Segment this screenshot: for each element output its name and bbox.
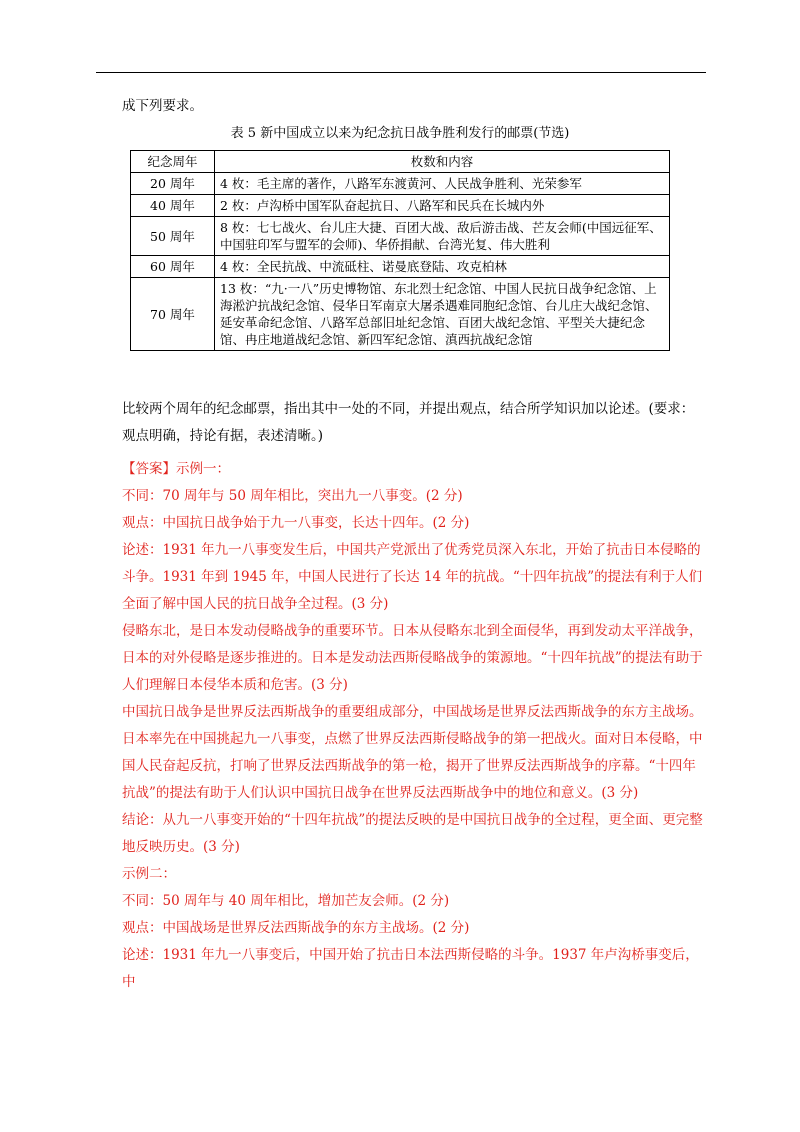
answer-paragraph: 不同：70 周年与 50 周年相比，突出九一八事变。(2 分)	[122, 488, 463, 504]
row-year: 40 周年	[131, 195, 215, 217]
answer-paragraph: 结论：从九一八事变开始的“十四年抗战”的提法反映的是中国抗日战争的全过程，更全面、更完整地反映历史。(3 分)	[122, 812, 703, 855]
answer-paragraph: 不同：50 周年与 40 周年相比，增加芒友会师。(2 分)	[122, 893, 450, 909]
table-caption: 表 5 新中国成立以来为纪念抗日战争胜利发行的邮票(节选)	[230, 126, 570, 141]
answer-paragraph: 观点：中国战场是世界反法西斯战争的东方主战场。(2 分)	[122, 920, 470, 936]
row-year: 60 周年	[131, 256, 215, 278]
answer-paragraph: 论述：1931 年九一八事变后，中国开始了抗击日本法西斯侵略的斗争。1937 年卢沟桥事变后，中	[122, 947, 699, 990]
answer-paragraph: 侵略东北，是日本发动侵略战争的重要环节。日本从侵略东北到全面侵华，再到发动太平洋战争，日本的对外侵略是逐步推进的。日本是发动法西斯侵略战争的策源地。“十四年抗战”的提法有助于人们理解日本侵华本质和危害。(3 分)	[122, 623, 703, 693]
row-content: 2 枚：卢沟桥中国军队奋起抗日、八路军和民兵在长城内外	[215, 195, 670, 217]
answer-paragraph: 示例二：	[122, 866, 176, 882]
row-year: 20 周年	[131, 173, 215, 195]
header-year: 纪念周年	[131, 151, 215, 173]
answer-label: 【答案】示例一：	[122, 461, 230, 477]
row-content: 13 枚：“九·一八”历史博物馆、东北烈士纪念馆、中国人民抗日战争纪念馆、上海淞沪抗战纪念馆、侵华日军南京大屠杀遇难同胞纪念馆、台儿庄大战纪念馆、延安革命纪念馆、八路军总部旧址纪念馆、百团大战纪念馆、平型关大捷纪念馆、冉庄地道战纪念馆、新四军纪念馆、滇西抗战纪念馆	[215, 278, 670, 351]
table-row	[131, 278, 670, 351]
question-text: 比较两个周年的纪念邮票，指出其中一处的不同，并提出观点，结合所学知识加以论述。(要求：观点明确，持论有据，表述清晰。)	[122, 401, 695, 444]
answer-paragraph: 观点：中国抗日战争始于九一八事变，长达十四年。(2 分)	[122, 515, 470, 531]
header-rule	[96, 72, 706, 73]
table-row	[131, 256, 670, 278]
answer-paragraph: 论述：1931 年九一八事变发生后，中国共产党派出了优秀党员深入东北，开始了抗击日本侵略的斗争。1931 年到 1945 年，中国人民进行了长达 14 年的抗战。“十四年抗战”的提法有利于人们全面了解中国人民的抗日战争全过程。(3 分)	[122, 542, 703, 612]
stamps-table	[130, 150, 670, 351]
row-year: 50 周年	[131, 217, 215, 256]
row-content: 8 枚：七七战火、台儿庄大捷、百团大战、敌后游击战、芒友会师(中国远征军、中国驻印军与盟军的会师)、华侨捐献、台湾光复、伟大胜利	[215, 217, 670, 256]
row-content: 4 枚：毛主席的著作，八路军东渡黄河、人民战争胜利、光荣参军	[215, 173, 670, 195]
table-row	[131, 217, 670, 256]
intro-text: 成下列要求。	[122, 98, 203, 114]
answer-paragraph: 中国抗日战争是世界反法西斯战争的重要组成部分，中国战场是世界反法西斯战争的东方主战场。日本率先在中国挑起九一八事变，点燃了世界反法西斯侵略战争的第一把战火。面对日本侵略，中国人民奋起反抗，打响了世界反法西斯战争的第一枪，揭开了世界反法西斯战争的序幕。“十四年抗战”的提法有助于人们认识中国抗日战争在世界反法西斯战争中的地位和意义。(3 分)	[122, 704, 703, 801]
table-row	[131, 173, 670, 195]
row-content: 4 枚：全民抗战、中流砥柱、诺曼底登陆、攻克柏林	[215, 256, 670, 278]
table-header-row	[131, 151, 670, 173]
table-row	[131, 195, 670, 217]
row-year: 70 周年	[131, 278, 215, 351]
header-content: 枚数和内容	[215, 151, 670, 173]
answer-section	[122, 456, 706, 996]
